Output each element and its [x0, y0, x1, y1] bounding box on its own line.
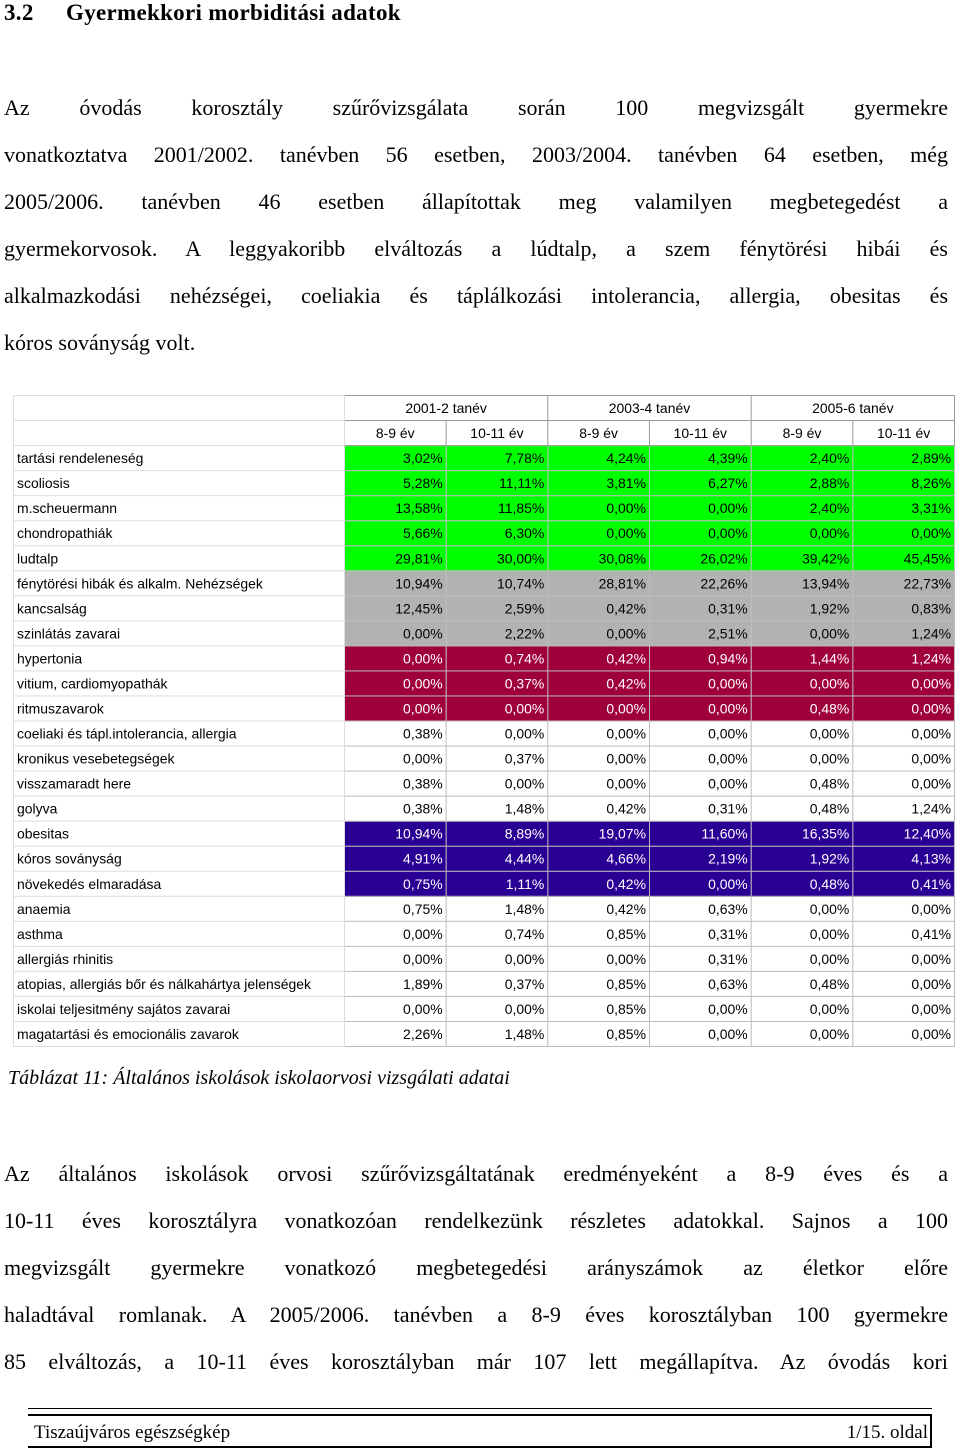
value-cell: 0,00% — [853, 671, 955, 696]
value-cell: 10,74% — [446, 571, 548, 596]
value-cell: 2,89% — [853, 446, 955, 471]
value-cell: 0,37% — [446, 671, 548, 696]
value-cell: 0,42% — [548, 596, 650, 621]
table-row — [13, 846, 954, 871]
value-cell: 0,00% — [649, 871, 751, 896]
row-label: magatartási és emocionális zavarok — [13, 1021, 344, 1046]
value-cell: 0,48% — [751, 696, 853, 721]
header-age-row — [13, 421, 954, 446]
value-cell: 6,27% — [649, 471, 751, 496]
row-label: visszamaradt here — [13, 771, 344, 796]
value-cell: 0,00% — [649, 721, 751, 746]
section-heading — [4, 0, 401, 26]
value-cell: 0,00% — [853, 1021, 955, 1046]
value-cell: 0,94% — [649, 646, 751, 671]
value-cell: 0,42% — [548, 871, 650, 896]
footer-title: Tiszaújváros egészségkép — [34, 1422, 231, 1443]
value-cell: 0,00% — [853, 996, 955, 1021]
school-paragraph — [4, 1150, 948, 1385]
value-cell: 0,00% — [853, 771, 955, 796]
value-cell: 0,41% — [853, 871, 955, 896]
section-number: 3.2 — [4, 0, 34, 25]
value-cell: 0,00% — [751, 896, 853, 921]
row-label: vitium, cardiomyopathák — [13, 671, 344, 696]
paragraph-line — [4, 1291, 948, 1338]
value-cell: 0,00% — [446, 721, 548, 746]
value-cell: 3,81% — [548, 471, 650, 496]
paragraph-line — [4, 1338, 948, 1385]
row-label: fénytörési hibák és alkalm. Nehézségek — [13, 571, 344, 596]
value-cell: 1,44% — [751, 646, 853, 671]
paragraph-line — [4, 272, 948, 319]
paragraph-line — [4, 1244, 948, 1291]
value-cell: 0,00% — [344, 921, 446, 946]
value-cell: 2,59% — [446, 596, 548, 621]
paragraph-line — [4, 319, 948, 366]
value-cell: 0,37% — [446, 971, 548, 996]
value-cell: 0,00% — [751, 721, 853, 746]
value-cell: 3,31% — [853, 496, 955, 521]
value-cell: 0,38% — [344, 796, 446, 821]
value-cell: 0,00% — [548, 621, 650, 646]
value-cell: 0,37% — [446, 746, 548, 771]
value-cell: 13,58% — [344, 496, 446, 521]
value-cell: 10,94% — [344, 571, 446, 596]
value-cell: 0,42% — [548, 646, 650, 671]
paragraph-line — [4, 1150, 948, 1197]
value-cell: 0,63% — [649, 971, 751, 996]
table-row — [13, 521, 954, 546]
value-cell: 39,42% — [751, 546, 853, 571]
header-year-row — [13, 396, 954, 421]
value-cell: 0,85% — [548, 996, 650, 1021]
value-cell: 12,45% — [344, 596, 446, 621]
table-row — [13, 446, 954, 471]
paragraph-line — [4, 1197, 948, 1244]
table-row — [13, 621, 954, 646]
value-cell: 0,00% — [344, 946, 446, 971]
value-cell: 12,40% — [853, 821, 955, 846]
page-number: 1/15. oldal — [846, 1422, 928, 1443]
value-cell: 0,00% — [649, 1021, 751, 1046]
value-cell: 0,00% — [548, 946, 650, 971]
table-row — [13, 946, 954, 971]
table-row — [13, 646, 954, 671]
paragraph-line — [4, 178, 948, 225]
value-cell: 0,00% — [548, 721, 650, 746]
value-cell: 30,08% — [548, 546, 650, 571]
line-text: 85 elváltozás, a 10-11 éves korosztályban már 107 lett megállapítva. Az óvodás kori — [4, 1349, 948, 1374]
value-cell: 0,41% — [853, 921, 955, 946]
value-cell: 0,85% — [548, 1021, 650, 1046]
value-cell: 0,00% — [649, 671, 751, 696]
value-cell: 0,48% — [751, 971, 853, 996]
table-row — [13, 921, 954, 946]
value-cell: 0,00% — [548, 771, 650, 796]
value-cell: 0,75% — [344, 871, 446, 896]
value-cell: 0,31% — [649, 921, 751, 946]
value-cell: 1,24% — [853, 796, 955, 821]
value-cell: 2,40% — [751, 446, 853, 471]
value-cell: 0,00% — [344, 696, 446, 721]
value-cell: 0,00% — [751, 946, 853, 971]
value-cell: 6,30% — [446, 521, 548, 546]
value-cell: 2,51% — [649, 621, 751, 646]
line-text: vonatkoztatva 2001/2002. tanévben 56 esetben, 2003/2004. tanévben 64 esetben, még — [4, 142, 948, 167]
line-text: megvizsgált gyermekre vonatkozó megbetegedési arányszámok az életkor előre — [4, 1255, 948, 1280]
row-label: m.scheuermann — [13, 496, 344, 521]
row-label: kronikus vesebetegségek — [13, 746, 344, 771]
header-age: 10-11 év — [446, 421, 548, 446]
value-cell: 0,42% — [548, 671, 650, 696]
value-cell: 1,48% — [446, 796, 548, 821]
value-cell: 4,39% — [649, 446, 751, 471]
value-cell: 1,24% — [853, 646, 955, 671]
line-text: Az általános iskolások orvosi szűrővizsgáltatának eredményeként a 8-9 éves és a — [4, 1161, 948, 1186]
section-title: Gyermekkori morbiditási adatok — [66, 0, 401, 25]
value-cell: 5,66% — [344, 521, 446, 546]
value-cell: 2,19% — [649, 846, 751, 871]
value-cell: 0,00% — [751, 1021, 853, 1046]
table-row — [13, 471, 954, 496]
value-cell: 0,00% — [853, 721, 955, 746]
table-row — [13, 896, 954, 921]
value-cell: 0,00% — [344, 746, 446, 771]
line-text: Az óvodás korosztály szűrővizsgálata során 100 megvizsgált gyermekre — [4, 95, 948, 120]
value-cell: 26,02% — [649, 546, 751, 571]
value-cell: 4,91% — [344, 846, 446, 871]
value-cell: 0,48% — [751, 871, 853, 896]
value-cell: 8,26% — [853, 471, 955, 496]
table-row — [13, 821, 954, 846]
value-cell: 10,94% — [344, 821, 446, 846]
row-label: hypertonia — [13, 646, 344, 671]
value-cell: 0,00% — [853, 521, 955, 546]
row-label: kancsalság — [13, 596, 344, 621]
value-cell: 22,73% — [853, 571, 955, 596]
row-label: szinlátás zavarai — [13, 621, 344, 646]
row-label: golyva — [13, 796, 344, 821]
value-cell: 19,07% — [548, 821, 650, 846]
value-cell: 11,11% — [446, 471, 548, 496]
morbidity-table — [13, 395, 955, 1047]
value-cell: 0,00% — [649, 496, 751, 521]
value-cell: 4,44% — [446, 846, 548, 871]
header-age: 10-11 év — [853, 421, 955, 446]
paragraph-line — [4, 131, 948, 178]
row-label: allergiás rhinitis — [13, 946, 344, 971]
value-cell: 0,00% — [751, 521, 853, 546]
value-cell: 2,88% — [751, 471, 853, 496]
value-cell: 0,00% — [548, 696, 650, 721]
value-cell: 0,00% — [853, 746, 955, 771]
table-row — [13, 721, 954, 746]
value-cell: 0,42% — [548, 796, 650, 821]
value-cell: 0,00% — [853, 946, 955, 971]
value-cell: 0,00% — [446, 696, 548, 721]
value-cell: 0,48% — [751, 796, 853, 821]
value-cell: 1,48% — [446, 1021, 548, 1046]
header-year: 2003-4 tanév — [548, 396, 751, 421]
row-label: tartási rendeleneség — [13, 446, 344, 471]
value-cell: 0,00% — [649, 746, 751, 771]
value-cell: 0,38% — [344, 721, 446, 746]
value-cell: 29,81% — [344, 546, 446, 571]
row-label: növekedés elmaradása — [13, 871, 344, 896]
row-label: kóros soványság — [13, 846, 344, 871]
value-cell: 1,92% — [751, 596, 853, 621]
value-cell: 11,60% — [649, 821, 751, 846]
value-cell: 0,00% — [344, 646, 446, 671]
value-cell: 0,00% — [446, 771, 548, 796]
table-caption: Táblázat 11: Általános iskolások iskolaorvosi vizsgálati adatai — [8, 1067, 510, 1089]
header-year: 2005-6 tanév — [751, 396, 954, 421]
value-cell: 0,75% — [344, 896, 446, 921]
value-cell: 0,00% — [548, 746, 650, 771]
value-cell: 11,85% — [446, 496, 548, 521]
table-row — [13, 871, 954, 896]
value-cell: 0,00% — [446, 996, 548, 1021]
table-row — [13, 696, 954, 721]
table-row — [13, 596, 954, 621]
row-label: coeliaki és tápl.intolerancia, allergia — [13, 721, 344, 746]
value-cell: 0,42% — [548, 896, 650, 921]
row-label: chondropathiák — [13, 521, 344, 546]
paragraph-line — [4, 225, 948, 272]
value-cell: 0,85% — [548, 971, 650, 996]
value-cell: 0,00% — [751, 921, 853, 946]
value-cell: 2,22% — [446, 621, 548, 646]
value-cell: 0,31% — [649, 596, 751, 621]
value-cell: 28,81% — [548, 571, 650, 596]
value-cell: 1,11% — [446, 871, 548, 896]
value-cell: 1,92% — [751, 846, 853, 871]
header-age: 8-9 év — [344, 421, 446, 446]
value-cell: 0,85% — [548, 921, 650, 946]
value-cell: 8,89% — [446, 821, 548, 846]
value-cell: 7,78% — [446, 446, 548, 471]
intro-paragraph — [4, 84, 948, 366]
page-footer — [28, 1414, 932, 1448]
value-cell: 0,00% — [344, 671, 446, 696]
value-cell: 0,00% — [344, 621, 446, 646]
line-text: 10-11 éves korosztályra vonatkozóan rendelkezünk részletes adatokkal. Sajnos a 100 — [4, 1208, 948, 1233]
row-label: anaemia — [13, 896, 344, 921]
value-cell: 16,35% — [751, 821, 853, 846]
value-cell: 5,28% — [344, 471, 446, 496]
value-cell: 0,00% — [751, 621, 853, 646]
value-cell: 0,00% — [853, 971, 955, 996]
value-cell: 0,00% — [649, 771, 751, 796]
value-cell: 0,31% — [649, 796, 751, 821]
header-year: 2001-2 tanév — [344, 396, 547, 421]
line-text: gyermekorvosok. A leggyakoribb elváltozás a lúdtalp, a szem fénytörési hibái és — [4, 236, 948, 261]
table-row — [13, 496, 954, 521]
value-cell: 3,02% — [344, 446, 446, 471]
paragraph-line — [4, 84, 948, 131]
table-row — [13, 971, 954, 996]
value-cell: 0,00% — [548, 521, 650, 546]
header-age: 8-9 év — [548, 421, 650, 446]
table-row — [13, 796, 954, 821]
value-cell: 0,63% — [649, 896, 751, 921]
line-text: 2005/2006. tanévben 46 esetben állapítottak meg valamilyen megbetegedést a — [4, 189, 948, 214]
table-row — [13, 571, 954, 596]
line-text: kóros soványság volt. — [4, 330, 196, 355]
header-corner — [13, 396, 344, 421]
value-cell: 0,74% — [446, 921, 548, 946]
value-cell: 2,26% — [344, 1021, 446, 1046]
table-row — [13, 671, 954, 696]
footer-rule — [28, 1408, 932, 1409]
value-cell: 0,00% — [446, 946, 548, 971]
value-cell: 1,24% — [853, 621, 955, 646]
table-row — [13, 771, 954, 796]
value-cell: 0,00% — [751, 996, 853, 1021]
value-cell: 45,45% — [853, 546, 955, 571]
value-cell: 0,48% — [751, 771, 853, 796]
table-row — [13, 746, 954, 771]
value-cell: 4,13% — [853, 846, 955, 871]
value-cell: 0,31% — [649, 946, 751, 971]
value-cell: 13,94% — [751, 571, 853, 596]
value-cell: 0,00% — [751, 746, 853, 771]
value-cell: 30,00% — [446, 546, 548, 571]
row-label: asthma — [13, 921, 344, 946]
value-cell: 4,66% — [548, 846, 650, 871]
value-cell: 22,26% — [649, 571, 751, 596]
row-label: scoliosis — [13, 471, 344, 496]
header-age: 10-11 év — [649, 421, 751, 446]
line-text: haladtával romlanak. A 2005/2006. tanévben a 8-9 éves korosztályban 100 gyermekre — [4, 1302, 948, 1327]
value-cell: 0,38% — [344, 771, 446, 796]
value-cell: 0,00% — [853, 896, 955, 921]
value-cell: 4,24% — [548, 446, 650, 471]
row-label: ludtalp — [13, 546, 344, 571]
value-cell: 2,40% — [751, 496, 853, 521]
row-label: iskolai teljesitmény sajátos zavarai — [13, 996, 344, 1021]
value-cell: 1,89% — [344, 971, 446, 996]
value-cell: 0,00% — [751, 671, 853, 696]
value-cell: 0,00% — [548, 496, 650, 521]
header-age: 8-9 év — [751, 421, 853, 446]
value-cell: 0,00% — [649, 696, 751, 721]
value-cell: 0,00% — [649, 521, 751, 546]
row-label: obesitas — [13, 821, 344, 846]
value-cell: 0,00% — [344, 996, 446, 1021]
header-corner — [13, 421, 344, 446]
row-label: ritmuszavarok — [13, 696, 344, 721]
table-row — [13, 996, 954, 1021]
row-label: atopias, allergiás bőr és nálkahártya jelenségek — [13, 971, 344, 996]
value-cell: 0,83% — [853, 596, 955, 621]
value-cell: 1,48% — [446, 896, 548, 921]
value-cell: 0,00% — [649, 996, 751, 1021]
table-row — [13, 1021, 954, 1046]
table-row — [13, 546, 954, 571]
value-cell: 0,00% — [853, 696, 955, 721]
line-text: alkalmazkodási nehézségei, coeliakia és táplálkozási intolerancia, allergia, obesitas és — [4, 283, 948, 308]
value-cell: 0,74% — [446, 646, 548, 671]
